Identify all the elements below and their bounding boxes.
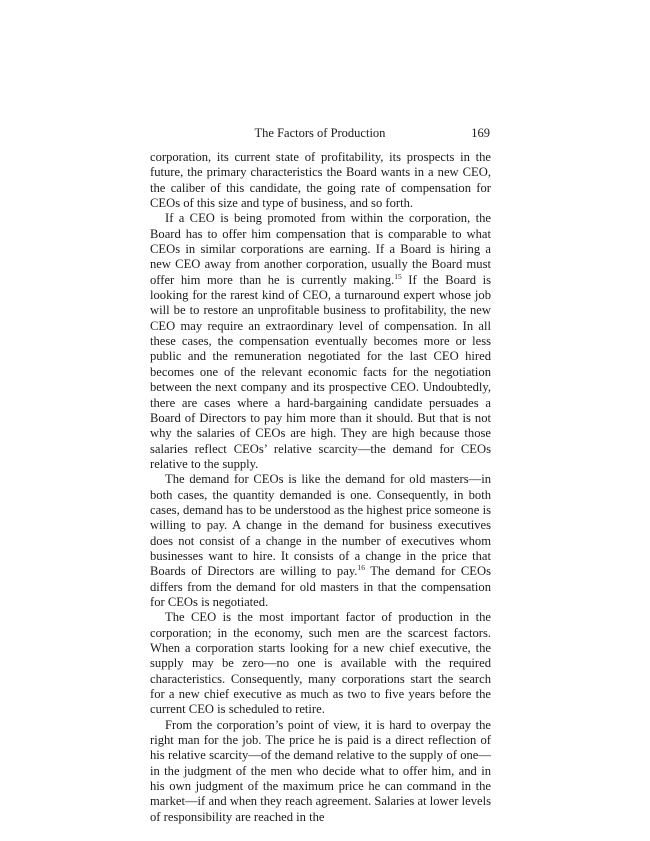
- paragraph-text: The CEO is the most important factor of production in the corporation; in the economy, such men are the scarcest factors. When a corporation starts looking for a new chief executive, the supply may be zero—no one is available with the required characteristics. Consequently, many corporations start the search for a new chief executive as much as two to five years before the current CEO is scheduled to retire.: [150, 610, 491, 717]
- paragraph-text: corporation, its current state of profitability, its prospects in the future, the primary characteristics the Board wants in a new CEO, the caliber of this candidate, the going rate of compensation for CEOs of this size and type of business, and so forth.: [150, 150, 491, 211]
- footnote-ref[interactable]: 15: [394, 271, 402, 281]
- running-title: The Factors of Production: [254, 126, 386, 140]
- paragraph-text: If the Board is looking for the rarest kind of CEO, a turnaround expert whose job will be to restore an unprofitable business to profitability, the new CEO may require an extraordinary level of compensation. In all these cases, the compensation eventually becomes more or less public and the remuneration negotiated for the last CEO hired becomes one of the relevant economic facts for the negotiation between the next company and its prospective CEO. Undoubtedly, there are cases where a hard-bargaining candidate persuades a Board of Directors to pay him more than it should. But that is not why the salaries of CEOs are high. They are high because those salaries reflect CEOs’ relative scarcity—the demand for CEOs relative to the supply.: [150, 272, 491, 471]
- paragraph-text: From the corporation’s point of view, it is hard to overpay the right man for the job. The price he is paid is a direct reflection of his relative scarcity—of the demand relative to the supply of one—in the judgment of the men who decide what to offer him, and in his own judgment of the maximum price he can command in the market—if and when they reach agreement. Salaries at lower levels of responsibility are reached in the: [150, 717, 491, 824]
- paragraph: [150, 610, 491, 717]
- paragraph: [150, 472, 491, 610]
- paragraph: [150, 718, 491, 825]
- paragraph: [150, 211, 491, 472]
- paragraph-text: The demand for CEOs differs from the demand for old masters in that the compensation for CEOs is negotiated.: [150, 564, 491, 609]
- body-text: [150, 150, 491, 825]
- running-header: [150, 124, 490, 142]
- paragraph: [150, 150, 491, 211]
- paragraph-text: If a CEO is being promoted from within the corporation, the Board has to offer him compensation that is comparable to what CEOs in similar corporations are earning. If a Board is hiring a new CEO away from another corporation, usually the Board must offer him more than he is currently making.: [150, 211, 491, 287]
- page-number: 169: [471, 126, 490, 140]
- paragraph-text: The demand for CEOs is like the demand for old masters—in both cases, the quantity demanded is one. Consequently, in both cases, demand has to be understood as the highest price someone is willing to pay. A change in the demand for business executives does not consist of a change in the number of executives whom businesses want to hire. It consists of a change in the price that Boards of Directors are willing to pay.: [150, 472, 491, 579]
- footnote-ref[interactable]: 16: [357, 563, 365, 573]
